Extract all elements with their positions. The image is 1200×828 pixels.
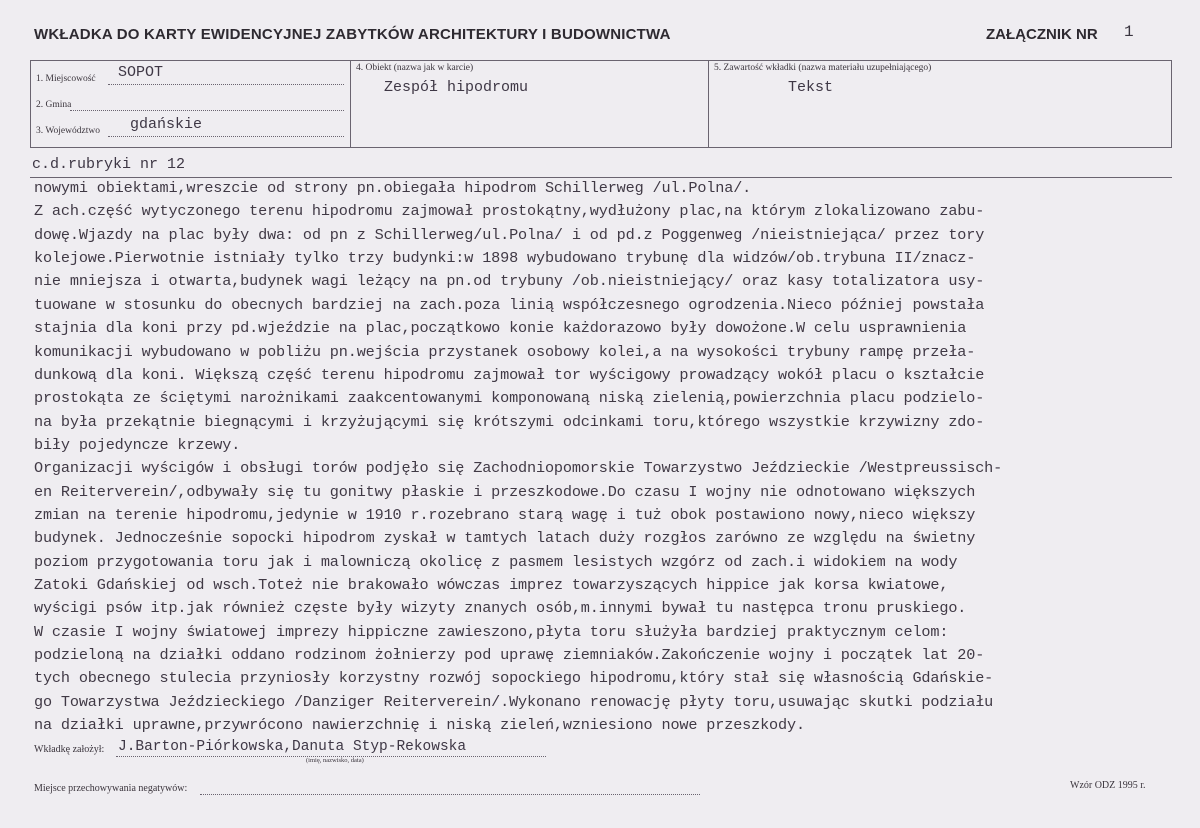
body-line: dunkową dla koni. Większą część terenu hipodromu zajmował tor wyścigowy prowadzący wokół placu o kształcie bbox=[34, 365, 985, 384]
annex-label: ZAŁĄCZNIK NR bbox=[986, 26, 1098, 43]
rubric-heading: c.d.rubryki nr 12 bbox=[32, 156, 186, 173]
body-line: en Reiterverein/,odbywały się tu gonitwy płaskie i przeszkodowe.Do czasu I wojny nie odnotowano większych bbox=[34, 482, 976, 501]
negatives-label: Miejsce przechowywania negatywów: bbox=[34, 783, 188, 794]
wojewodztwo-dotline bbox=[108, 136, 344, 137]
body-line: W czasie I wojny światowej imprezy hippiczne zawieszono,płyta toru służyła bardziej praktycznym celom: bbox=[34, 622, 949, 641]
body-line: Zatoki Gdańskiej od wsch.Toteż nie brakowało wówczas imprez towarzyszących hippice jak korsa kwiatowe, bbox=[34, 576, 949, 594]
body-line: prostokąta ze ściętymi narożnikami zaakcentowanymi komponowaną niską zielenią,powierzchnia placu podzielo- bbox=[34, 389, 985, 408]
fields-divider-2 bbox=[708, 60, 709, 148]
obiekt-value: Zespół hipodromu bbox=[384, 79, 529, 96]
wojewodztwo-label: 3. Województwo bbox=[36, 126, 100, 136]
zawartosc-value: Tekst bbox=[788, 79, 834, 96]
wojewodztwo-value: gdańskie bbox=[130, 116, 203, 133]
miejscowosc-dotline bbox=[108, 84, 344, 85]
author-hint: (imię, nazwisko, data) bbox=[306, 757, 364, 764]
body-line: wyścigi psów itp.jak również częste były wizyty znanych osób,m.innymi bywał tu następca tronu pruskiego. bbox=[34, 599, 967, 618]
body-line: zmian na terenie hipodromu,jedynie w 1910 r.rozebrano starą wagę i tuż obok postawiono nowy,nieco większy bbox=[34, 505, 976, 524]
body-line: poziom przygotowania toru jak i malowniczą okolicę z pasmem lesistych wzgórz od zach.i widokiem na wody bbox=[34, 552, 958, 571]
body-line: komunikacji wybudowano w pobliżu pn.wejścia przystanek osobowy kolei,a na wysokości trybuny rampę przeła- bbox=[34, 342, 976, 361]
gmina-label: 2. Gmina bbox=[36, 100, 72, 110]
body-line: tuowane w stosunku do obecnych bardziej na zach.poza linią współczesnego ogrodzenia.Nieco później powstała bbox=[34, 295, 985, 314]
author-value: J.Barton-Piórkowska,Danuta Styp-Rekowska bbox=[118, 739, 467, 755]
fields-divider-1 bbox=[350, 60, 351, 148]
gmina-dotline bbox=[70, 110, 344, 111]
form-title: WKŁADKA DO KARTY EWIDENCYJNEJ ZABYTKÓW ARCHITEKTURY I BUDOWNICTWA bbox=[34, 26, 671, 43]
form-code: Wzór ODZ 1995 r. bbox=[1070, 780, 1146, 791]
obiekt-label: 4. Obiekt (nazwa jak w karcie) bbox=[356, 63, 474, 73]
body-line: Organizacji wyścigów i obsługi torów podjęło się Zachodniopomorskie Towarzystwo Jeździeckie /Westpreussisch- bbox=[34, 459, 1003, 478]
body-line: nie mniejsza i otwarta,budynek wagi leżący na pn.od trybuny /ob.nieistniejący/ oraz kasy totalizatora usy- bbox=[34, 272, 985, 291]
body-line: kolejowe.Pierwotnie istniały tylko trzy budynki:w 1898 wybudowano trybunę dla widzów/ob.trybuna II/znacz- bbox=[34, 249, 976, 268]
body-line: podzieloną na działki oddano rodzinom żołnierzy pod uprawę ziemniaków.Zakończenie wojny i początek lat 20- bbox=[34, 646, 985, 664]
zawartosc-label: 5. Zawartość wkładki (nazwa materiału uzupełniającego) bbox=[714, 63, 932, 73]
body-line: biły pojedyncze krzewy. bbox=[34, 435, 241, 454]
negatives-dotline bbox=[200, 794, 700, 795]
body-line: nowymi obiektami,wreszcie od strony pn.obiegała hipodrom Schillerweg /ul.Polna/. bbox=[34, 179, 752, 197]
fields-box bbox=[30, 60, 1172, 148]
miejscowosc-value: SOPOT bbox=[118, 64, 164, 81]
body-line: na działki uprawne,przywrócono nawierzchnię i niską zieleń,wzniesiono nowe przeszkody. bbox=[34, 716, 805, 735]
body-line: na była przekątnie biegnącymi i krzyżującymi się krótszymi odcinkami toru,którego wszystkie krzywizny zdo- bbox=[34, 412, 985, 431]
miejscowosc-label: 1. Miejscowość bbox=[36, 74, 96, 84]
body-line: go Towarzystwa Jeździeckiego /Danziger Reiterverein/.Wykonano renowację płyty toru,usuwając skutki podziału bbox=[34, 692, 994, 711]
body-line: stajnia dla koni przy pd.wjeździe na plac,początkowo konie każdorazowo były dowożone.W celu usprawnienia bbox=[34, 319, 967, 338]
rubric-rule bbox=[30, 177, 1172, 178]
body-line: dowę.Wjazdy na plac były dwa: od pn z Schillerweg/ul.Polna/ i od pd.z Poggenweg /nieistniejąca/ przez tory bbox=[34, 225, 985, 244]
author-label: Wkładkę założył: bbox=[34, 744, 105, 755]
body-line: Z ach.część wytyczonego terenu hipodromu zajmował prostokątny,wydłużony plac,na którym zlokalizowano zabu- bbox=[34, 202, 985, 221]
annex-number: 1 bbox=[1124, 23, 1134, 41]
body-line: budynek. Jednocześnie sopocki hipodrom zyskał w tamtych latach duży rozgłos zarówno ze względu na świetny bbox=[34, 529, 976, 548]
body-line: tych obecnego stulecia przyniosły korzystny rozwój sopockiego hipodromu,który stał się własnością Gdańskie- bbox=[34, 669, 994, 688]
